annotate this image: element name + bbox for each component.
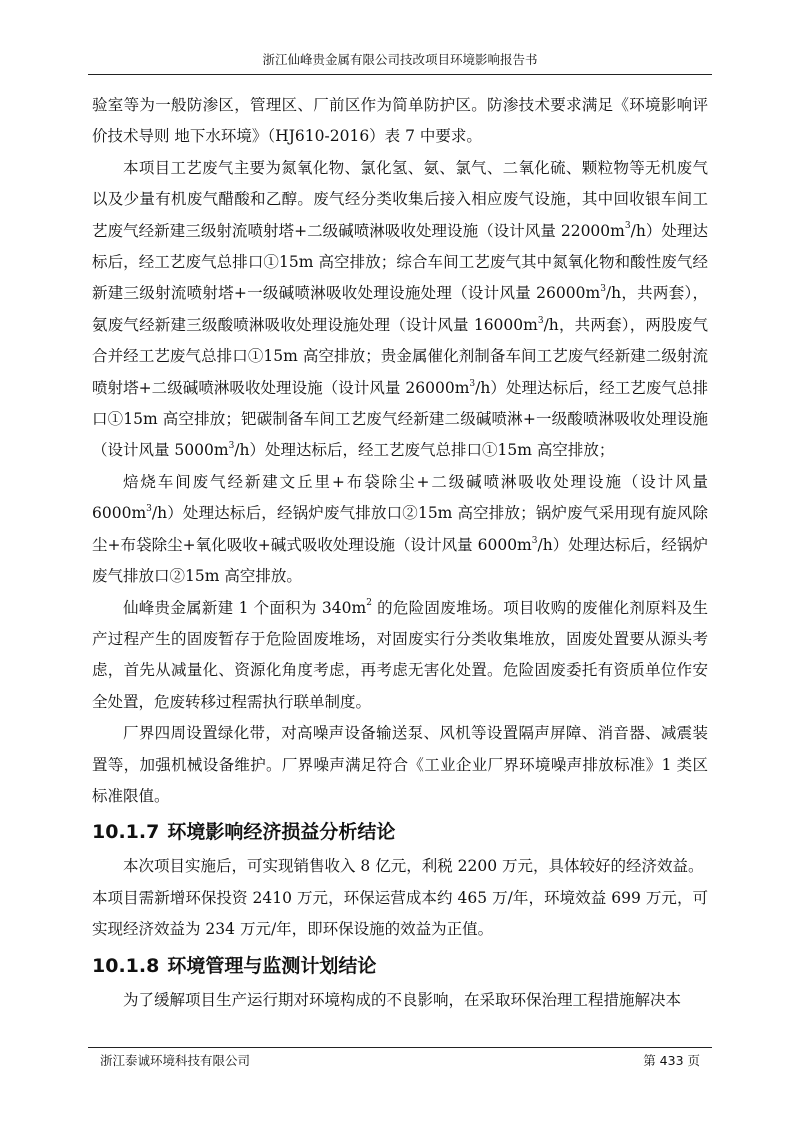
superscript: 3 — [600, 284, 606, 295]
superscript: 2 — [366, 598, 372, 609]
superscript: 3 — [146, 504, 152, 515]
page-header — [88, 52, 712, 75]
footer-company: 浙江泰诚环境科技有限公司 — [100, 1053, 251, 1068]
section-number: 10.1.8 — [92, 954, 160, 977]
text-segment: 本项目工艺废气主要为氮氧化物、氯化氢、氨、氯气、二氧化硫、颗粒物等无机废气以及少量有机废气醋酸和乙醇。废气经分类收集后接入相应废气设施，其中回收银车间工艺废气经新建三级射流喷射塔+二级碱喷淋吸收处理设施（设计风量 22000m — [92, 158, 708, 240]
superscript: 3 — [469, 378, 476, 389]
text-segment: 的危险固废堆场。项目收购的废催化剂原料及生产过程产生的固废暂存于危险固废堆场，对固废实行分类收集堆放，固废处置要从源头考虑，首先从减量化、资源化角度考虑，再考虑无害化处置。危险固废委托有资质单位作安全处置，危废转移过程需执行联单制度。 — [92, 598, 708, 711]
page-number: 第 433 页 — [643, 1053, 700, 1068]
paragraph-management: 为了缓解项目生产运行期对环境构成的不良影响，在采取环保治理工程措施解决本 — [123, 990, 682, 1009]
section-heading-economic — [92, 815, 708, 849]
text-segment: /h，共两套），氨废气经新建三级酸喷淋吸收处理设施处理（设计风量 16000m — [92, 284, 708, 334]
paragraph-seepage: 验室等为一般防渗区，管理区、厂前区作为简单防护区。防渗技术要求满足《环境影响评价技术导则 地下水环境》（HJ610-2016）表 7 中要求。 — [92, 96, 708, 146]
text-segment: /h，共两套），两股废气合并经工艺废气总排口①15m 高空排放；贵金属催化剂制备车间工艺废气经新建二级射流喷射塔+二级碱喷淋吸收处理设施（设计风量 26000m — [92, 315, 708, 397]
text-segment: /h）处理达标后，经工艺废气总排口①15m 高空排放；钯碳制备车间工艺废气经新建二级碱喷淋+一级酸喷淋吸收处理设施（设计风量 5000m — [92, 378, 708, 460]
text-segment: /h）处理达标后，经工艺废气总排口①15m 高空排放； — [234, 441, 615, 460]
section-title: 环境管理与监测计划结论 — [167, 954, 377, 977]
superscript: 3 — [531, 535, 538, 546]
text-segment: /h）处理达标后，经锅炉废气排放口②15m 高空排放；锅炉废气采用现有旋风除尘+布袋除尘+氧化吸收+碱式吸收处理设施（设计风量 6000m — [92, 504, 708, 554]
section-heading-management — [92, 949, 708, 983]
section-number: 10.1.7 — [92, 821, 160, 844]
paragraph-economic-1: 本次项目实施后，可实现销售收入 8 亿元，利税 2200 万元，具体较好的经济效益。 — [123, 857, 704, 876]
paragraph-economic-2: 本项目需新增环保投资 2410 万元，环保运营成本约 465 万/年，环境效益 699 万元，可实现经济效益为 234 万元/年，即环保设施的效益为正值。 — [92, 888, 708, 939]
page-footer — [88, 1047, 712, 1069]
document-body — [92, 90, 708, 1016]
paragraph-process-gas — [92, 153, 708, 467]
header-title: 浙江仙峰贵金属有限公司技改项目环境影响报告书 — [262, 52, 538, 67]
text-segment: /h）处理达标后，经锅炉废气排放口②15m 高空排放。 — [92, 535, 708, 586]
paragraph-noise: 厂界四周设置绿化带，对高噪声设备输送泵、风机等设置隔声屏障、消音器、减震装置等，加强机械设备维护。厂界噪声满足符合《工业企业厂界环境噪声排放标准》1 类区标准限值。 — [92, 724, 708, 805]
section-title: 环境影响经济损益分析结论 — [167, 821, 396, 844]
superscript: 3 — [537, 315, 544, 326]
text-segment: 焙烧车间废气经新建文丘里+布袋除尘+二级碱喷淋吸收处理设施（设计风量 6000m — [92, 472, 708, 523]
paragraph-solid-waste — [92, 593, 708, 719]
text-segment: 仙峰贵金属新建 1 个面积为 340m — [123, 598, 367, 617]
paragraph-roasting-gas — [92, 467, 708, 593]
text-segment: /h）处理达标后，经工艺废气总排口①15m 高空排放；综合车间工艺废气其中氮氧化物和酸性废气经新建三级射流喷射塔+一级碱喷淋吸收处理设施处理（设计风量 26000m — [92, 221, 708, 303]
superscript: 3 — [228, 441, 235, 452]
superscript: 3 — [624, 221, 631, 232]
